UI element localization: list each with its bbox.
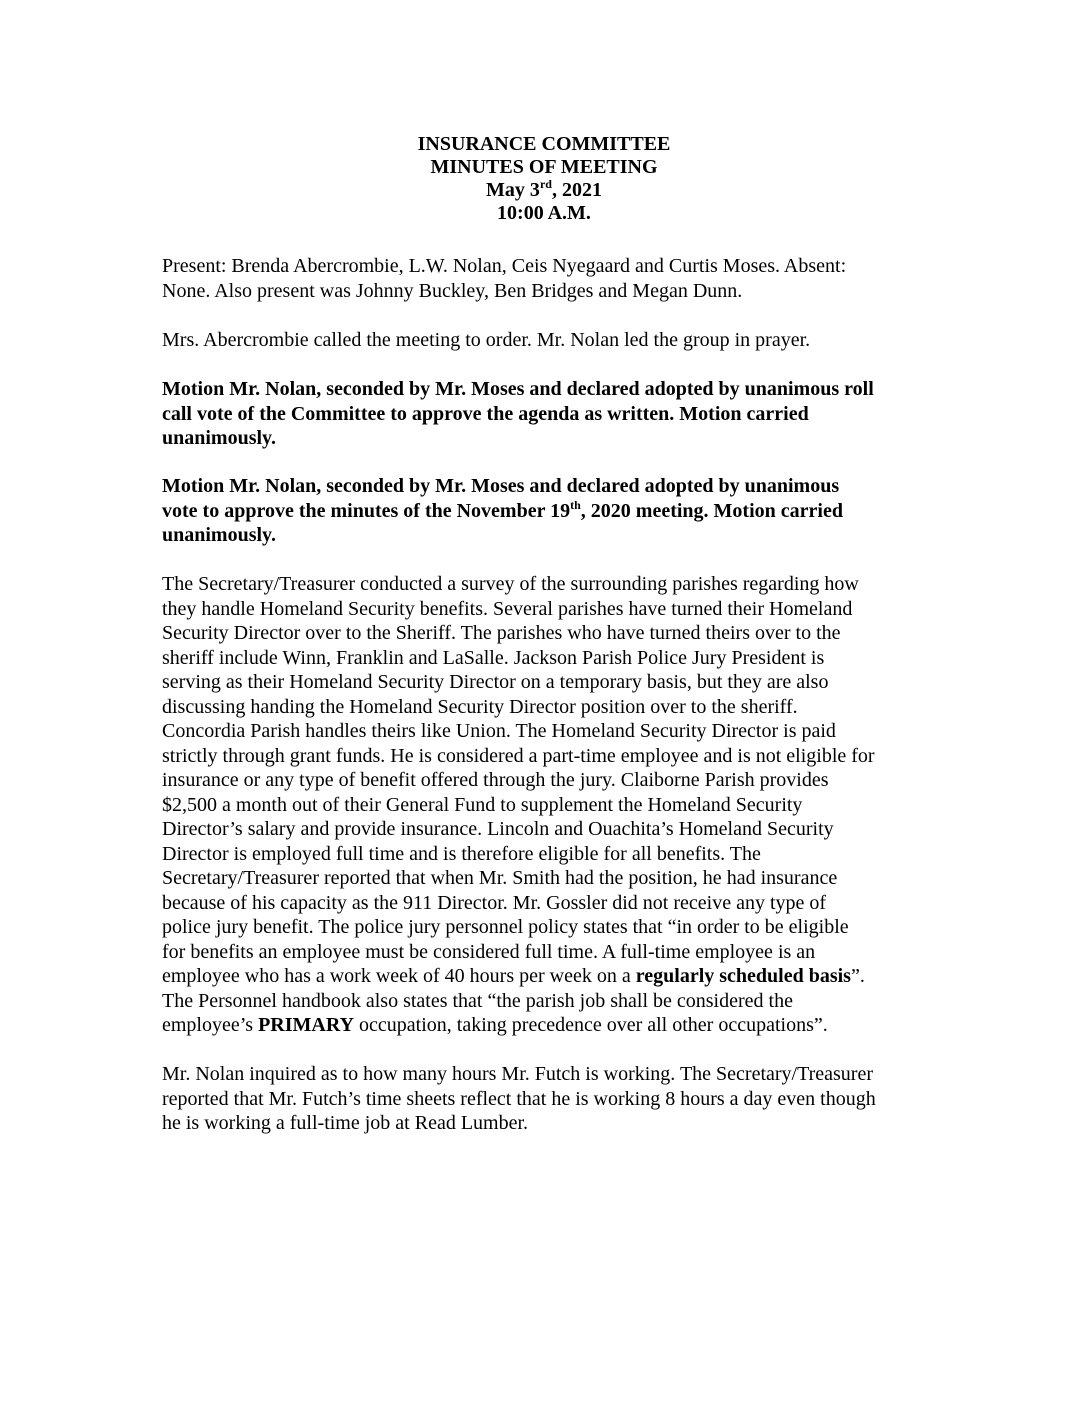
text-span: vote to approve the minutes of the November 19 xyxy=(162,499,571,522)
text-line: Motion Mr. Nolan, seconded by Mr. Moses and declared adopted by unanimous xyxy=(162,475,840,497)
text-line: None. Also present was Johnny Buckley, Ben Bridges and Megan Dunn. xyxy=(162,279,743,302)
text-line: Mrs. Abercrombie called the meeting to order. Mr. Nolan led the group in prayer. xyxy=(162,329,811,351)
meeting-date xyxy=(0,179,1088,202)
text-line: Secretary/Treasurer reported that when Mr. Smith had the position, he had insurance xyxy=(162,867,838,889)
meeting-time: 10:00 A.M. xyxy=(497,202,591,224)
text-line: Present: Brenda Abercrombie, L.W. Nolan, Ceis Nyegaard and Curtis Moses. Absent: xyxy=(162,255,847,277)
meeting-date-prefix: May 3 xyxy=(486,179,540,201)
text-line: Director’s salary and provide insurance. Lincoln and Ouachita’s Homeland Security xyxy=(162,818,834,840)
attendance-paragraph xyxy=(162,254,932,303)
text-line: discussing handing the Homeland Security Director position over to the sheriff. xyxy=(162,695,798,718)
text-line: for benefits an employee must be considered full time. A full-time employee is an xyxy=(162,940,816,963)
call-to-order-paragraph xyxy=(162,328,932,353)
minutes-header xyxy=(0,133,1088,225)
meeting-date-ordinal: rd xyxy=(539,177,552,191)
text-line: Director is employed full time and is therefore eligible for all benefits. The xyxy=(162,842,761,865)
survey-paragraph xyxy=(162,572,932,1038)
text-span: occupation, taking precedence over all other occupations”. xyxy=(354,1014,828,1036)
text-span: employee who has a work week of 40 hours per week on a xyxy=(162,965,636,987)
text-line: reported that Mr. Futch’s time sheets reflect that he is working 8 hours a day even though xyxy=(162,1087,876,1110)
text-line: they handle Homeland Security benefits. Several parishes have turned their Homeland xyxy=(162,597,853,620)
text-span: , 2020 meeting. Motion carried xyxy=(580,499,843,522)
text-line xyxy=(162,499,932,524)
text-line: $2,500 a month out of their General Fund to supplement the Homeland Security xyxy=(162,793,803,816)
text-line xyxy=(162,964,932,989)
text-line: Mr. Nolan inquired as to how many hours Mr. Futch is working. The Secretary/Treasurer xyxy=(162,1063,874,1085)
minutes-motion-paragraph xyxy=(162,474,932,548)
text-line: because of his capacity as the 911 Director. Mr. Gossler did not receive any type of xyxy=(162,891,827,914)
text-line: police jury benefit. The police jury personnel policy states that “in order to be eligible xyxy=(162,916,849,938)
text-line: sheriff include Winn, Franklin and LaSalle. Jackson Parish Police Jury President is xyxy=(162,646,825,669)
emphasis-text: PRIMARY xyxy=(258,1014,355,1036)
emphasis-text: regularly scheduled basis xyxy=(635,965,851,987)
text-line xyxy=(162,1013,932,1038)
text-line: Security Director over to the Sheriff. The parishes who have turned theirs over to the xyxy=(162,622,841,644)
text-line: he is working a full-time job at Read Lumber. xyxy=(162,1112,529,1134)
text-line: strictly through grant funds. He is considered a part-time employee and is not eligible for xyxy=(162,744,875,767)
text-line: call vote of the Committee to approve the agenda as written. Motion carried xyxy=(162,402,809,425)
text-span: ”. xyxy=(850,965,865,987)
text-line: serving as their Homeland Security Director on a temporary basis, but they are also xyxy=(162,671,829,693)
committee-title: INSURANCE COMMITTEE xyxy=(417,133,671,155)
minutes-title: MINUTES OF MEETING xyxy=(430,156,658,178)
text-line: Concordia Parish handles theirs like Union. The Homeland Security Director is paid xyxy=(162,720,836,742)
text-line: The Personnel handbook also states that “the parish job shall be considered the xyxy=(162,989,793,1012)
text-line: insurance or any type of benefit offered through the jury. Claiborne Parish provides xyxy=(162,769,829,791)
text-line: The Secretary/Treasurer conducted a survey of the surrounding parishes regarding how xyxy=(162,573,859,595)
meeting-date-year: , 2021 xyxy=(551,179,602,201)
text-span: employee’s xyxy=(162,1014,259,1036)
text-line: unanimously. xyxy=(162,524,276,546)
ordinal-suffix: th xyxy=(570,497,581,512)
text-line: unanimously. xyxy=(162,427,276,449)
agenda-motion-paragraph xyxy=(162,377,932,451)
text-line: Motion Mr. Nolan, seconded by Mr. Moses and declared adopted by unanimous roll xyxy=(162,378,874,400)
futch-hours-paragraph xyxy=(162,1062,932,1136)
